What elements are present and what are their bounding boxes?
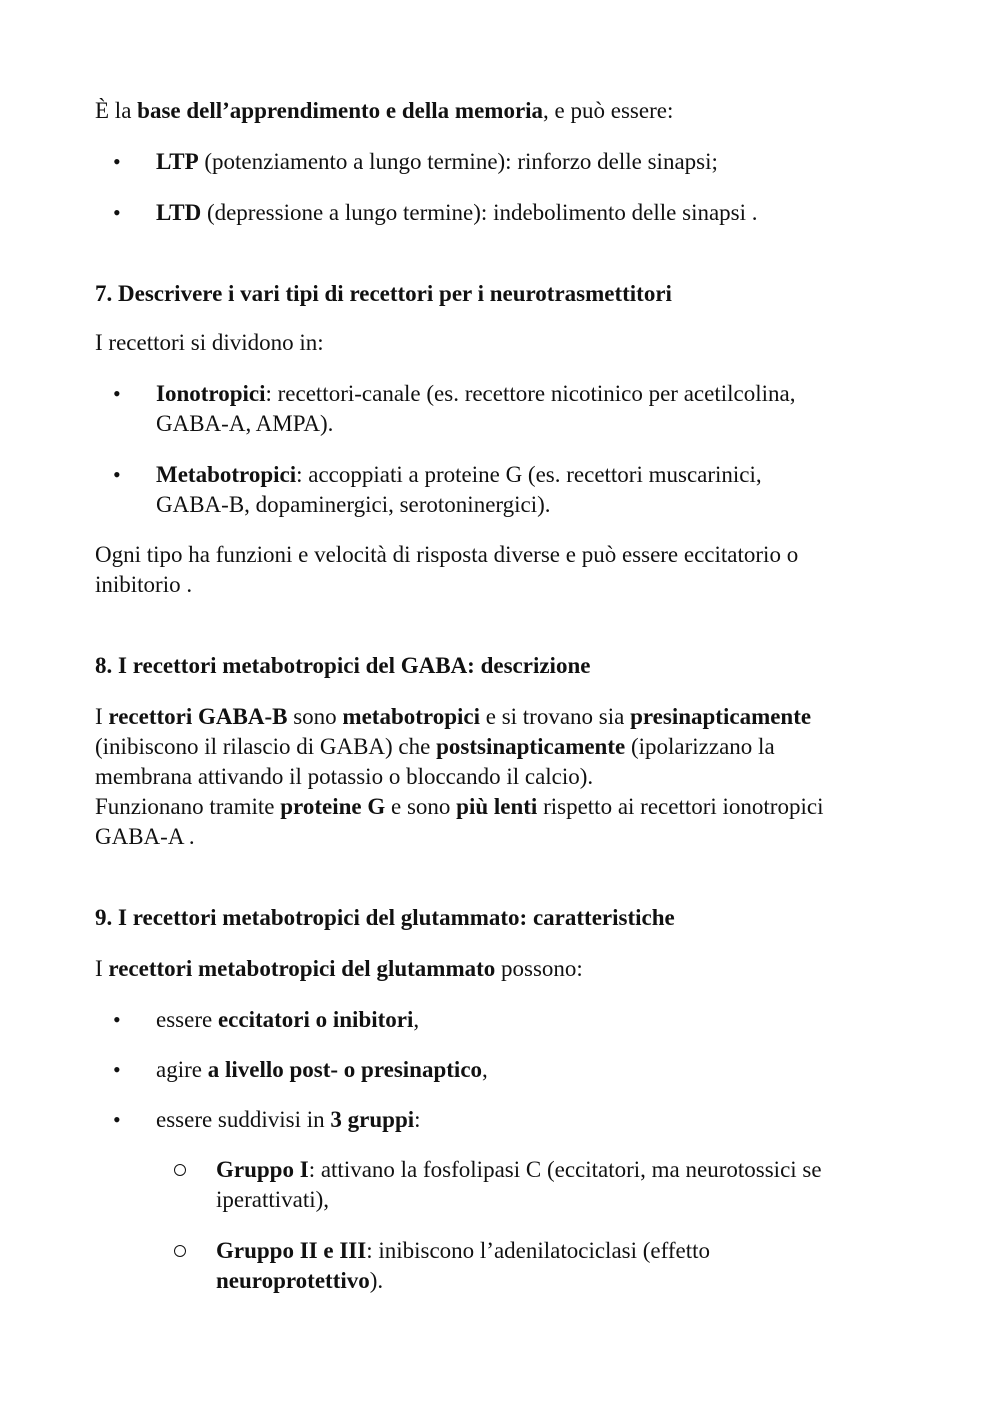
text: (ipolarizzano la — [625, 734, 775, 759]
bullet-icon: • — [113, 1057, 121, 1082]
text: I — [95, 704, 109, 729]
bold-text: recettori GABA-B — [108, 704, 288, 729]
list-item — [156, 1105, 421, 1135]
text: : recettori-canale (es. recettore nicotinico per acetilcolina, — [265, 381, 796, 406]
text: e si trovano sia — [479, 704, 631, 729]
list-item-ionotropici-cont: GABA-A, AMPA). — [156, 411, 334, 436]
section-7-closing: Ogni tipo ha funzioni e velocità di risposta diverse e può essere eccitatorio o — [95, 542, 799, 567]
hollow-circle-bullet-icon — [174, 1245, 186, 1257]
section-8-para-line: membrana attivando il potassio o bloccando il calcio). — [95, 764, 594, 789]
bold-text: recettori metabotropici del glutammato — [108, 956, 496, 981]
bold-text: Gruppo I — [216, 1157, 309, 1182]
bullet-icon: • — [113, 1107, 121, 1132]
sub-list-item-gruppo-2-3-cont — [216, 1266, 383, 1296]
list-item-metabotropici — [156, 460, 762, 490]
text: (depressione a lungo termine): indebolimento delle sinapsi . — [201, 200, 758, 225]
text: rispetto ai recettori ionotropici — [537, 794, 824, 819]
bullet-icon: • — [113, 149, 121, 174]
section-8-para-line — [95, 702, 811, 732]
text: agire — [156, 1057, 208, 1082]
text: , — [413, 1007, 420, 1032]
sub-list-item-gruppo-1 — [216, 1155, 822, 1185]
bold-text: Ionotropici — [156, 381, 266, 406]
bold-text: postsinapticamente — [436, 734, 626, 759]
bold-text: 3 gruppi — [330, 1107, 415, 1132]
text: possono: — [495, 956, 583, 981]
text: : accoppiati a proteine G (es. recettori muscarinici, — [296, 462, 762, 487]
text: : attivano la fosfolipasi C (eccitatori, ma neurotossici se — [308, 1157, 822, 1182]
text: e sono — [385, 794, 457, 819]
sub-list-item-gruppo-1-cont: iperattivati), — [216, 1187, 330, 1212]
bold-text: LTP — [156, 149, 199, 174]
bold-text: neuroprotettivo — [216, 1268, 370, 1293]
section-7-heading: 7. Descrivere i vari tipi di recettori per i neurotrasmettitori — [95, 281, 672, 306]
bold-text: più lenti — [456, 794, 538, 819]
text: ). — [369, 1268, 384, 1293]
bullet-icon: • — [113, 1007, 121, 1032]
bullet-icon: • — [113, 462, 121, 487]
hollow-circle-bullet-icon — [174, 1164, 186, 1176]
text: , — [482, 1057, 488, 1082]
bold-text: proteine G — [280, 794, 386, 819]
text: (potenziamento a lungo termine): rinforzo delle sinapsi; — [198, 149, 718, 174]
text: È la — [95, 98, 138, 123]
section-8-para-line — [95, 732, 775, 762]
list-item-ionotropici — [156, 379, 795, 409]
text: (inibiscono il rilascio di GABA) che — [95, 734, 437, 759]
section-7-closing-cont: inibitorio . — [95, 572, 193, 597]
text: essere suddivisi in — [156, 1107, 331, 1132]
text: I — [95, 956, 109, 981]
sub-list-item-gruppo-2-3 — [216, 1236, 710, 1266]
list-item-metabotropici-cont: GABA-B, dopaminergici, serotoninergici). — [156, 492, 551, 517]
section-8-para-line — [95, 792, 823, 822]
section-9-intro — [95, 954, 583, 984]
section-7-intro: I recettori si dividono in: — [95, 330, 324, 355]
section-9-heading: 9. I recettori metabotropici del glutammato: caratteristiche — [95, 905, 675, 930]
list-item-ltd — [156, 198, 758, 228]
bullet-icon: • — [113, 381, 121, 406]
text: sono — [287, 704, 343, 729]
bullet-icon: • — [113, 200, 121, 225]
bold-text: Metabotropici — [156, 462, 297, 487]
bold-text: Gruppo II e III — [216, 1238, 367, 1263]
text: essere — [156, 1007, 218, 1032]
text: Funzionano tramite — [95, 794, 281, 819]
bold-text: eccitatori o inibitori — [217, 1007, 414, 1032]
text: , e può essere: — [543, 98, 674, 123]
list-item-ltp — [156, 147, 718, 177]
bold-text: metabotropici — [342, 704, 480, 729]
section-8-heading: 8. I recettori metabotropici del GABA: descrizione — [95, 653, 591, 678]
text: : — [414, 1107, 421, 1132]
bold-text: presinapticamente — [630, 704, 812, 729]
section-8-para-line: GABA-A . — [95, 824, 195, 849]
bold-text: base dell’apprendimento e della memoria — [137, 98, 544, 123]
list-item — [156, 1005, 419, 1035]
intro-paragraph — [95, 96, 673, 126]
bold-text: LTD — [156, 200, 202, 225]
bold-text: a livello post- o presinaptico — [207, 1057, 483, 1082]
list-item — [156, 1055, 488, 1085]
text: : inibiscono l’adenilatociclasi (effetto — [366, 1238, 711, 1263]
